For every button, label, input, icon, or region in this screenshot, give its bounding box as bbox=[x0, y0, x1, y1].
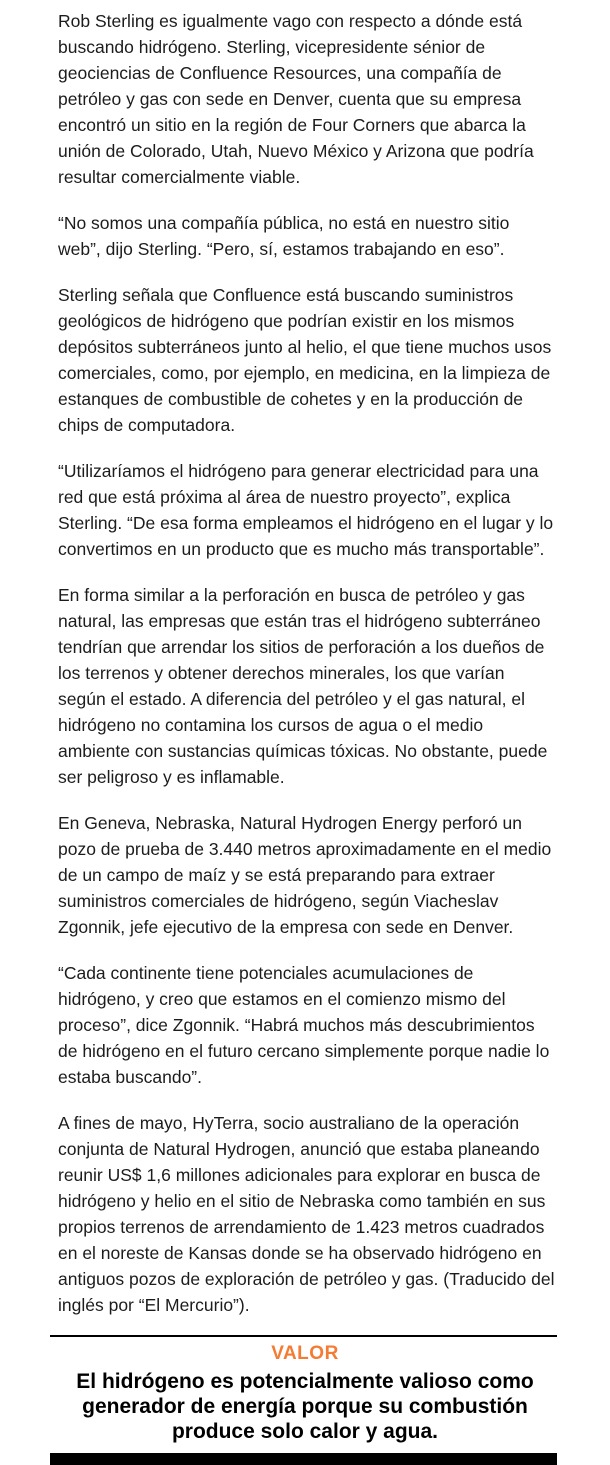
value-text: El hidrógeno es potencialmente valioso como generador de energía porque su combustión produce solo calor y agua. bbox=[76, 1370, 534, 1443]
article-paragraph: En Geneva, Nebraska, Natural Hydrogen Energy perforó un pozo de prueba de 3.440 metros aproximadamente en el medio de un campo de maíz y se está preparando para extraer suministros comerciales de hidrógeno, según Viacheslav Zgonnik, jefe ejecutivo de la empresa con sede en Denver. bbox=[58, 813, 552, 937]
value-heading: VALOR bbox=[271, 1343, 339, 1364]
value-summary-section bbox=[0, 1335, 610, 1465]
article-paragraph: “Cada continente tiene potenciales acumulaciones de hidrógeno, y creo que estamos en el comienzo mismo del proceso”, dice Zgonnik. “Habrá muchos más descubrimientos de hidrógeno en el futuro cercano simplemente porque nadie lo estaba buscando”. bbox=[58, 963, 550, 1087]
article-paragraph: A fines de mayo, HyTerra, socio australiano de la operación conjunta de Natural Hydrogen, anunció que estaba planeando reunir US$ 1,6 millones adicionales para explorar en busca de hidrógeno y helio en el sitio de Nebraska como también en sus propios terrenos de arrendamiento de 1.423 metros cuadrados en el noreste de Kansas donde se ha observado hidrógeno en antiguos pozos de exploración de petróleo y gas. (Traducido del inglés por “El Mercurio”). bbox=[58, 1113, 555, 1315]
divider-line bbox=[50, 1335, 557, 1337]
article-paragraph: “No somos una compañía pública, no está en nuestro sitio web”, dijo Sterling. “Pero, sí, estamos trabajando en eso”. bbox=[58, 213, 510, 259]
bottom-bar bbox=[50, 1453, 557, 1465]
article-paragraph: Sterling señala que Confluence está buscando suministros geológicos de hidrógeno que podrían existir en los mismos depósitos subterráneos junto al helio, el que tiene muchos usos comerciales, como, por ejemplo, en medicina, en la limpieza de estanques de combustible de cohetes y en la producción de chips de computadora. bbox=[58, 285, 552, 435]
article-paragraph: Rob Sterling es igualmente vago con respecto a dónde está buscando hidrógeno. Sterling, vicepresidente sénior de geociencias de Confluence Resources, una compañía de petróleo y gas con sede en Denver, cuenta que su empresa encontró un sitio en la región de Four Corners que abarca la unión de Colorado, Utah, Nuevo México y Arizona que podría resultar comercialmente viable. bbox=[58, 11, 534, 187]
article-paragraph: En forma similar a la perforación en busca de petróleo y gas natural, las empresas que están tras el hidrógeno subterráneo tendrían que arrendar los sitios de perforación a los dueños de los terrenos y obtener derechos minerales, los que varían según el estado. A diferencia del petróleo y el gas natural, el hidrógeno no contamina los cursos de agua o el medio ambiente con sustancias químicas tóxicas. No obstante, puede ser peligroso y es inflamable. bbox=[58, 585, 548, 787]
article-paragraph: “Utilizaríamos el hidrógeno para generar electricidad para una red que está próxima al área de nuestro proyecto”, explica Sterling. “De esa forma empleamos el hidrógeno en el lugar y lo convertimos en un producto que es mucho más transportable”. bbox=[58, 461, 554, 559]
